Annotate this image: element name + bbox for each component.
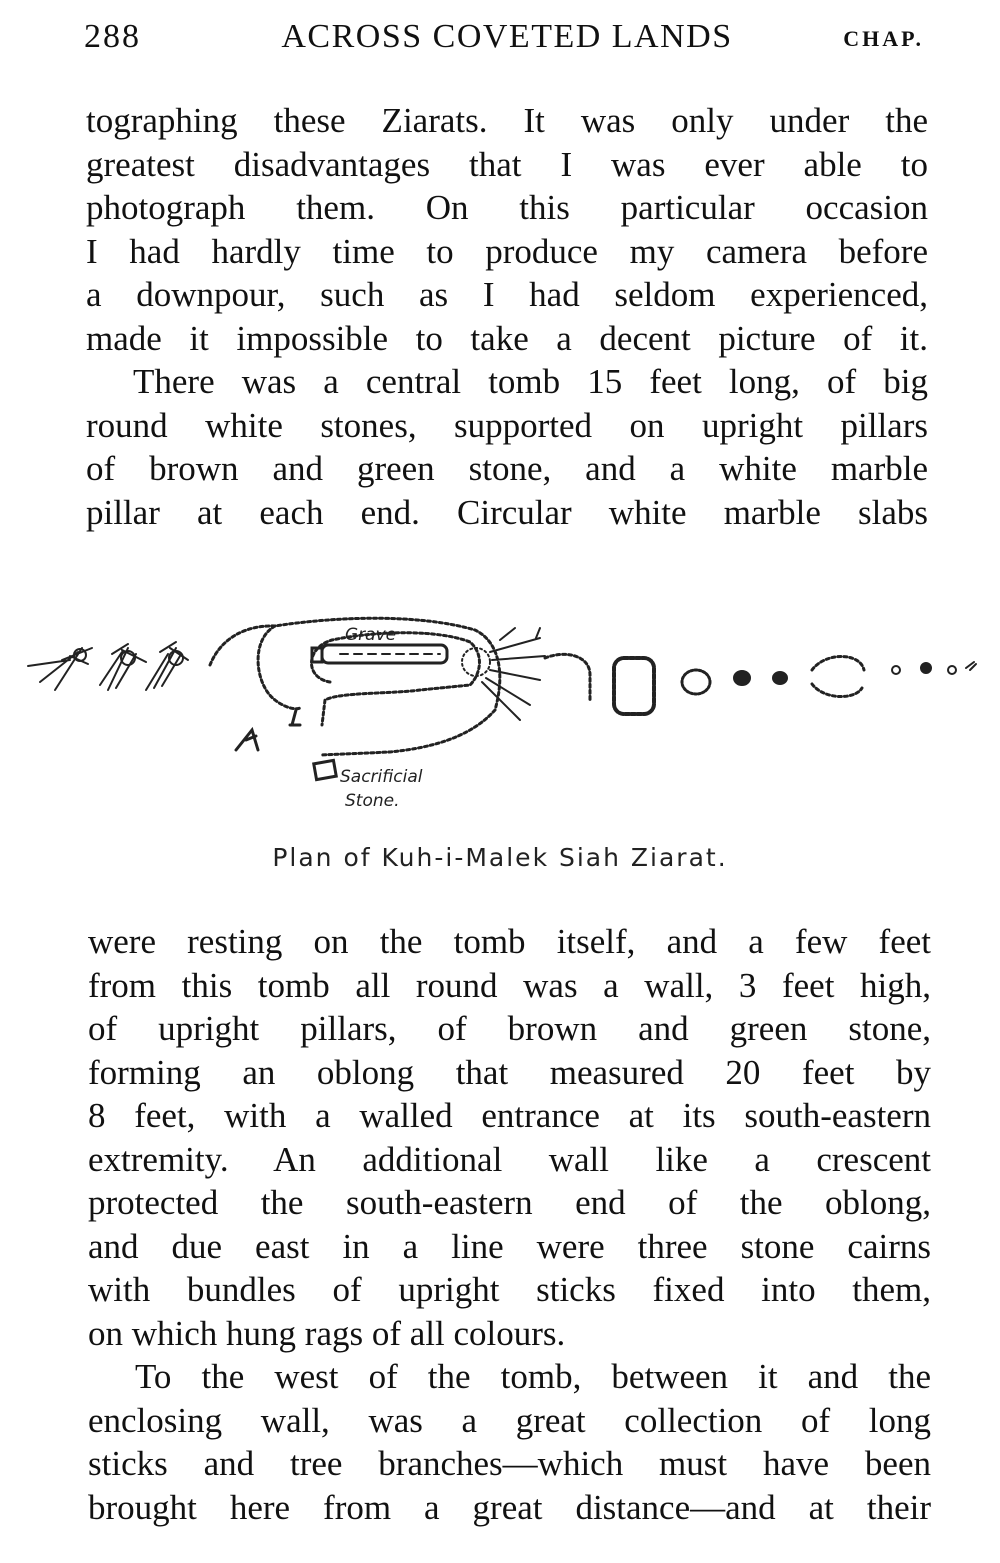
- enclosing-wall-west: [258, 626, 300, 709]
- page-header: [84, 18, 930, 62]
- stone-ring: [812, 657, 864, 697]
- page-number: 288: [84, 18, 141, 55]
- text-line: from this tomb all round was a wall, 3 feet high,: [88, 965, 931, 1005]
- pebble: [921, 663, 931, 673]
- text-line: with bundles of upright sticks fixed into them,: [88, 1270, 931, 1309]
- cairn-round: [682, 670, 710, 694]
- text-line: photograph them. On this particular occasion: [86, 188, 928, 227]
- sacrificial-stone: [314, 760, 336, 779]
- stick-bundle-west-1: [28, 648, 92, 690]
- inner-oblong-wall: [311, 633, 479, 725]
- text-line: greatest disadvantages that I was ever able to: [86, 144, 928, 184]
- text-line: enclosing wall, was a great collection of long: [88, 1400, 931, 1440]
- text-line: 8 feet, with a walled entrance at its south-eastern: [88, 1096, 931, 1135]
- text-line: To the west of the tomb, between it and the: [135, 1357, 931, 1396]
- text-line: and due east in a line were three stone cairns: [88, 1226, 931, 1266]
- text-block-bottom: [88, 920, 931, 1529]
- text-line: extremity. An additional wall like a crescent: [88, 1139, 931, 1179]
- stone-small-2: [773, 672, 787, 684]
- text-line: of upright pillars, of brown and green stone,: [88, 1009, 931, 1048]
- paragraph: [86, 360, 928, 534]
- chapter-marker: CHAP.: [843, 26, 924, 51]
- paragraph: [88, 920, 931, 1312]
- text-line: There was a central tomb 15 feet long, of big: [133, 362, 928, 401]
- text-line: I had hardly time to produce my camera before: [86, 231, 928, 271]
- text-line: protected the south-eastern end of the oblong,: [88, 1183, 931, 1222]
- paragraph: [88, 1355, 931, 1529]
- text-line: made it impossible to take a decent picture of it.: [86, 318, 928, 358]
- text-line: sticks and tree branches—which must have been: [88, 1444, 931, 1483]
- ziarat-plan-figure: [0, 590, 1000, 830]
- stone-small-1: [734, 671, 750, 685]
- east-end-rays: [462, 628, 545, 720]
- text-line: brought here from a great distance—and at their: [88, 1487, 931, 1527]
- paragraph-last-line: [88, 1312, 931, 1356]
- stick-bundle-west-2: [100, 644, 146, 690]
- cairn-large: [614, 658, 654, 714]
- stick-marker: [236, 730, 258, 750]
- text-line: were resting on the tomb itself, and a few feet: [88, 922, 931, 961]
- text-line: on which hung rags of all colours.: [88, 1313, 566, 1353]
- text-line: of brown and green stone, and a white marble: [86, 449, 928, 488]
- running-title: ACROSS COVETED LANDS: [281, 18, 733, 55]
- paragraph: [86, 99, 928, 360]
- label-stone: Stone.: [345, 791, 400, 811]
- figure-caption: Plan of Kuh-i-Malek Siah Ziarat.: [272, 843, 728, 872]
- crescent-wall: [545, 654, 590, 700]
- stick-bundle-west-3: [146, 642, 188, 690]
- pebble: [892, 666, 900, 674]
- text-line: pillar at each end. Circular white marble slabs: [86, 492, 928, 532]
- pebble: [948, 666, 956, 674]
- text-block-top: [86, 99, 928, 534]
- text-line: a downpour, such as I had seldom experienced,: [86, 275, 928, 314]
- text-line: forming an oblong that measured 20 feet by: [88, 1052, 931, 1092]
- text-line: tographing these Ziarats. It was only under the: [86, 101, 928, 140]
- label-grave: Grave: [345, 625, 397, 645]
- text-line: round white stones, supported on upright pillars: [86, 405, 928, 445]
- label-sacrificial: Sacrificial: [340, 767, 423, 787]
